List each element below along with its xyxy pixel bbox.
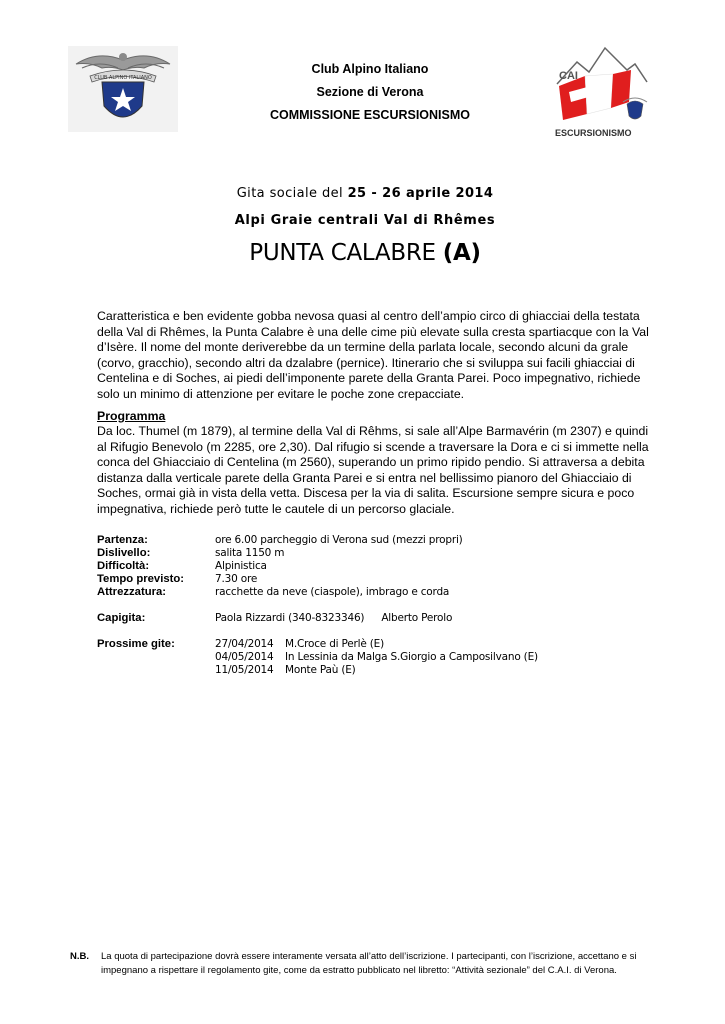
list-item [215,651,538,664]
intro-paragraph: Caratteristica e ben evidente gobba nevosa quasi al centro dell’ampio circo di ghiacciai della testata della Val di Rhêmes, la Punta Calabre è una delle cime più elevate sulla cresta spartiacque con la Val d’Isère. Il nome del monte deriverebbe da un termine della parlata locale, secondo alcuni da grale (corvo, gracchio), secondo altri da dzalabre (pernice). Itinerario che si sviluppa sui facili ghiacciai di Centelina e di Soches, ai piedi dell’imponente parete della Granta Parei. Poco impegnativo, richiede solo un minimo di attenzione per evitare le poche zone crepacciate. [97,309,649,401]
next-trip-name: Monte Paù (E) [285,664,356,676]
detail-label: Dislivello: [97,547,151,559]
trip-area: Alpi Graie centrali Val di Rhêmes [234,213,496,228]
programma-heading: Programma [97,409,166,423]
detail-row-dislivello [97,547,657,560]
trip-details [97,534,657,677]
list-item [215,638,538,651]
detail-value: 7.30 ore [215,573,258,585]
cai-eagle-logo [68,46,178,132]
capigita-1: Paola Rizzardi (340-8323346) [215,612,365,624]
detail-row-tempo [97,573,657,586]
next-trip-name: M.Croce di Perlè (E) [285,638,385,650]
note-label: N.B. [70,951,89,962]
trip-date-prefix: Gita sociale del [236,186,344,201]
next-trips-list [215,638,538,677]
commission-name: COMMISSIONE ESCURSIONISMO [269,108,471,122]
next-trip-date: 11/05/2014 [215,664,274,676]
trip-title: PUNTA CALABRE [249,240,436,266]
header-block [220,58,520,127]
section-name: Sezione di Verona [316,85,424,99]
trip-date-line [160,186,570,201]
cai-escursionismo-logo [555,44,650,144]
detail-label: Attrezzatura: [97,586,167,598]
detail-value: ore 6.00 parcheggio di Verona sud (mezzi propri) [215,534,463,546]
detail-value: salita 1150 m [215,547,285,559]
svg-text:CLUB ALPINO ITALIANO: CLUB ALPINO ITALIANO [94,75,152,81]
svg-text:CAI: CAI [559,70,578,82]
trip-dates: 25 - 26 aprile 2014 [347,186,494,201]
trip-grade: (A) [442,240,481,266]
detail-row-prossime [97,638,657,677]
detail-row-attrezzatura [97,586,657,599]
list-item [215,664,538,677]
svg-text:ESCURSIONISMO: ESCURSIONISMO [555,128,632,138]
detail-label: Difficoltà: [97,560,150,572]
footer-note [70,950,660,978]
next-trip-date: 04/05/2014 [215,651,274,663]
detail-label: Partenza: [97,534,148,546]
programma-text: Da loc. Thumel (m 1879), al termine della Val di Rêhms, si sale all’Alpe Barmavérin (m 2307) e quindi al Rifugio Benevolo (m 2285, ore 2,30). Dal rifugio si scende a traversare la Dora e ci si immette nella conca del Ghiacciaio di Centelina (m 2560), superando un primo ripido pendio. Si attraversa a debita distanza dalla verticale parete della Granta Parei e si entra nel bellissimo pianoro del Ghiacciaio di Soches, ormai già in vista della vetta. Discesa per la via di salita. Escursione sempre sicura e poco impegnativa, richiede però tutte le cautele di un percorso glaciale. [97,424,649,516]
detail-row-capigita [97,612,657,625]
trip-title-line [160,240,570,266]
detail-row-partenza [97,534,657,547]
next-trip-date: 27/04/2014 [215,638,274,650]
detail-label: Prossime gite: [97,638,175,650]
detail-value: Alpinistica [215,560,267,572]
detail-row-difficolta [97,560,657,573]
org-name: Club Alpino Italiano [311,62,429,76]
detail-label: Capigita: [97,612,146,624]
capigita-2: Alberto Perolo [381,612,453,624]
detail-value: racchette da neve (ciaspole), imbrago e corda [215,586,450,598]
detail-label: Tempo previsto: [97,573,185,585]
next-trip-name: In Lessinia da Malga S.Giorgio a Camposilvano (E) [285,651,538,663]
note-text: La quota di partecipazione dovrà essere interamente versata all’atto dell’iscrizione. I partecipanti, con l’iscrizione, accettano e si impegnano a rispettare il regolamento gite, come da estratto pubblicato nel libretto: “Attività sezionale” del C.A.I. di Verona. [101,951,637,976]
